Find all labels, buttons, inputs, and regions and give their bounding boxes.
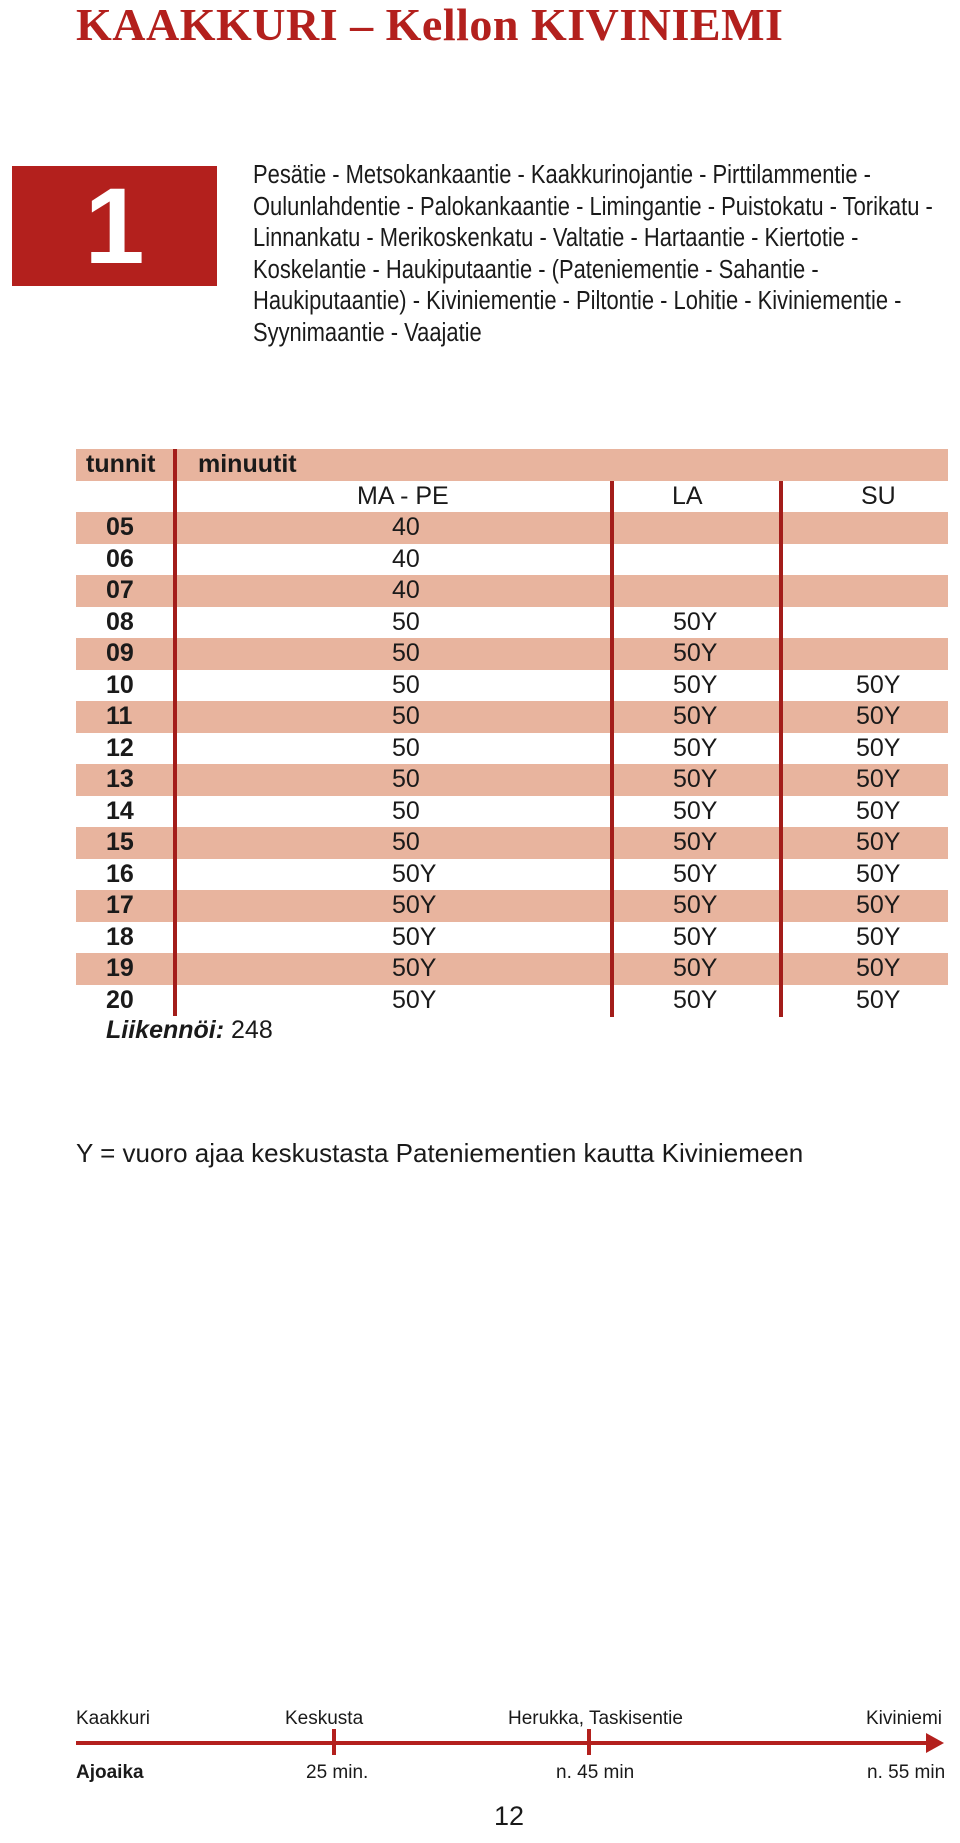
weekday-minutes-cell: 50Y xyxy=(392,922,437,951)
operator-label: Liikennöi: xyxy=(106,1016,225,1044)
weekday-minutes-cell: 50Y xyxy=(392,954,437,982)
weekday-minutes-cell: 40 xyxy=(392,544,420,573)
weekday-minutes-cell: 50 xyxy=(392,733,420,762)
hour-cell: 06 xyxy=(106,544,134,573)
weekday-minutes-cell: 50 xyxy=(392,765,420,793)
header-minutes: minuutit xyxy=(198,450,297,478)
hour-cell: 09 xyxy=(106,639,134,667)
timetable-row xyxy=(76,890,948,922)
timetable xyxy=(76,449,948,1016)
sunday-minutes-cell: 50Y xyxy=(856,891,901,919)
sunday-minutes-cell: 50Y xyxy=(856,922,901,951)
sunday-minutes-cell: 50Y xyxy=(856,796,901,825)
stop-label: Kiviniemi xyxy=(866,1708,943,1729)
hour-cell: 18 xyxy=(106,922,134,951)
timetable-row xyxy=(76,512,948,544)
saturday-minutes-cell: 50Y xyxy=(673,607,718,636)
weekday-minutes-cell: 50 xyxy=(392,607,420,636)
divider-weekdays xyxy=(610,481,614,1017)
saturday-minutes-cell: 50Y xyxy=(673,733,718,762)
saturday-minutes-cell: 50Y xyxy=(673,828,718,856)
hour-cell: 08 xyxy=(106,607,134,636)
sunday-minutes-cell: 50Y xyxy=(856,765,901,793)
travel-tick xyxy=(332,1729,336,1755)
column-weekdays: MA - PE xyxy=(357,481,449,510)
travel-tick xyxy=(587,1729,591,1755)
travel-time-label: Ajoaika xyxy=(76,1762,144,1783)
sunday-minutes-cell: 50Y xyxy=(856,702,901,730)
hour-cell: 12 xyxy=(106,733,134,762)
timetable-row xyxy=(76,859,948,891)
weekday-minutes-cell: 50Y xyxy=(392,985,437,1014)
route-description: Pesätie - Metsokankaantie - Kaakkurinojantie - Pirttilammentie - Oulunlahdentie - Palokankaantie - Limingantie - Puistokatu - Torikatu - Linnankatu - Merikoskenkatu - Valtatie - Hartaantie - Kiertotie - Koskelantie - Haukiputaantie - (Pateniementie - Sahantie - Haukiputaantie) - Kiviniementie - Piltontie - Lohitie - Kiviniementie - Syynimaantie - Vaajatie xyxy=(253,161,933,347)
sunday-minutes-cell: 50Y xyxy=(856,733,901,762)
saturday-minutes-cell: 50Y xyxy=(673,922,718,951)
column-saturday: LA xyxy=(672,481,703,510)
route-number: 1 xyxy=(84,165,145,286)
hour-cell: 15 xyxy=(106,828,134,856)
timetable-day-row xyxy=(76,481,948,513)
hour-cell: 05 xyxy=(106,513,134,541)
header-hours: tunnit xyxy=(86,450,156,478)
timetable-row xyxy=(76,827,948,859)
hour-cell: 13 xyxy=(106,765,134,793)
weekday-minutes-cell: 40 xyxy=(392,576,420,604)
timetable-row xyxy=(76,607,948,639)
hour-cell: 19 xyxy=(106,954,134,982)
stop-label: Keskusta xyxy=(285,1708,364,1729)
sunday-minutes-cell: 50Y xyxy=(856,954,901,982)
legend-note: Y = vuoro ajaa keskustasta Pateniementien kautta Kiviniemeen xyxy=(76,1138,804,1168)
timetable-row xyxy=(76,733,948,765)
weekday-minutes-cell: 50Y xyxy=(392,859,437,888)
operator-info xyxy=(106,1016,273,1045)
divider-hours xyxy=(173,449,177,1016)
timetable-header-row xyxy=(76,449,948,481)
sunday-minutes-cell: 50Y xyxy=(856,985,901,1014)
timetable-row xyxy=(76,701,948,733)
weekday-minutes-cell: 50 xyxy=(392,702,420,730)
weekday-minutes-cell: 40 xyxy=(392,513,420,541)
travel-time: 25 min. xyxy=(306,1762,369,1783)
saturday-minutes-cell: 50Y xyxy=(673,954,718,982)
weekday-minutes-cell: 50Y xyxy=(392,891,437,919)
saturday-minutes-cell: 50Y xyxy=(673,702,718,730)
hour-cell: 16 xyxy=(106,859,134,888)
weekday-minutes-cell: 50 xyxy=(392,639,420,667)
travel-arrow-icon xyxy=(926,1733,944,1753)
timetable-row xyxy=(76,953,948,985)
hour-cell: 07 xyxy=(106,576,134,604)
travel-line xyxy=(76,1741,928,1745)
hour-cell: 20 xyxy=(106,985,134,1014)
weekday-minutes-cell: 50 xyxy=(392,828,420,856)
weekday-minutes-cell: 50 xyxy=(392,796,420,825)
saturday-minutes-cell: 50Y xyxy=(673,670,718,699)
hour-cell: 17 xyxy=(106,891,134,919)
saturday-minutes-cell: 50Y xyxy=(673,639,718,667)
timetable-row xyxy=(76,544,948,576)
page-title: KAAKKURI – Kellon KIVINIEMI xyxy=(76,0,784,50)
saturday-minutes-cell: 50Y xyxy=(673,859,718,888)
saturday-minutes-cell: 50Y xyxy=(673,985,718,1014)
travel-time: n. 45 min xyxy=(556,1762,635,1783)
timetable-row xyxy=(76,796,948,828)
stop-label: Kaakkuri xyxy=(76,1708,150,1729)
column-sunday: SU xyxy=(861,481,896,510)
hour-cell: 14 xyxy=(106,796,134,825)
saturday-minutes-cell: 50Y xyxy=(673,891,718,919)
timetable-row xyxy=(76,985,948,1017)
timetable-row xyxy=(76,764,948,796)
timetable-row xyxy=(76,670,948,702)
route-number-badge xyxy=(12,166,217,286)
weekday-minutes-cell: 50 xyxy=(392,670,420,699)
sunday-minutes-cell: 50Y xyxy=(856,828,901,856)
timetable-row xyxy=(76,575,948,607)
sunday-minutes-cell: 50Y xyxy=(856,859,901,888)
timetable-rows xyxy=(76,512,948,1016)
timetable-row xyxy=(76,922,948,954)
divider-saturday xyxy=(779,481,783,1017)
timetable-row xyxy=(76,638,948,670)
hour-cell: 11 xyxy=(106,702,133,730)
travel-time: n. 55 min xyxy=(867,1762,946,1783)
stop-label: Herukka, Taskisentie xyxy=(508,1708,683,1729)
saturday-minutes-cell: 50Y xyxy=(673,796,718,825)
operator-value: 248 xyxy=(231,1016,273,1044)
hour-cell: 10 xyxy=(106,670,134,699)
saturday-minutes-cell: 50Y xyxy=(673,765,718,793)
sunday-minutes-cell: 50Y xyxy=(856,670,901,699)
page-number: 12 xyxy=(494,1801,525,1831)
